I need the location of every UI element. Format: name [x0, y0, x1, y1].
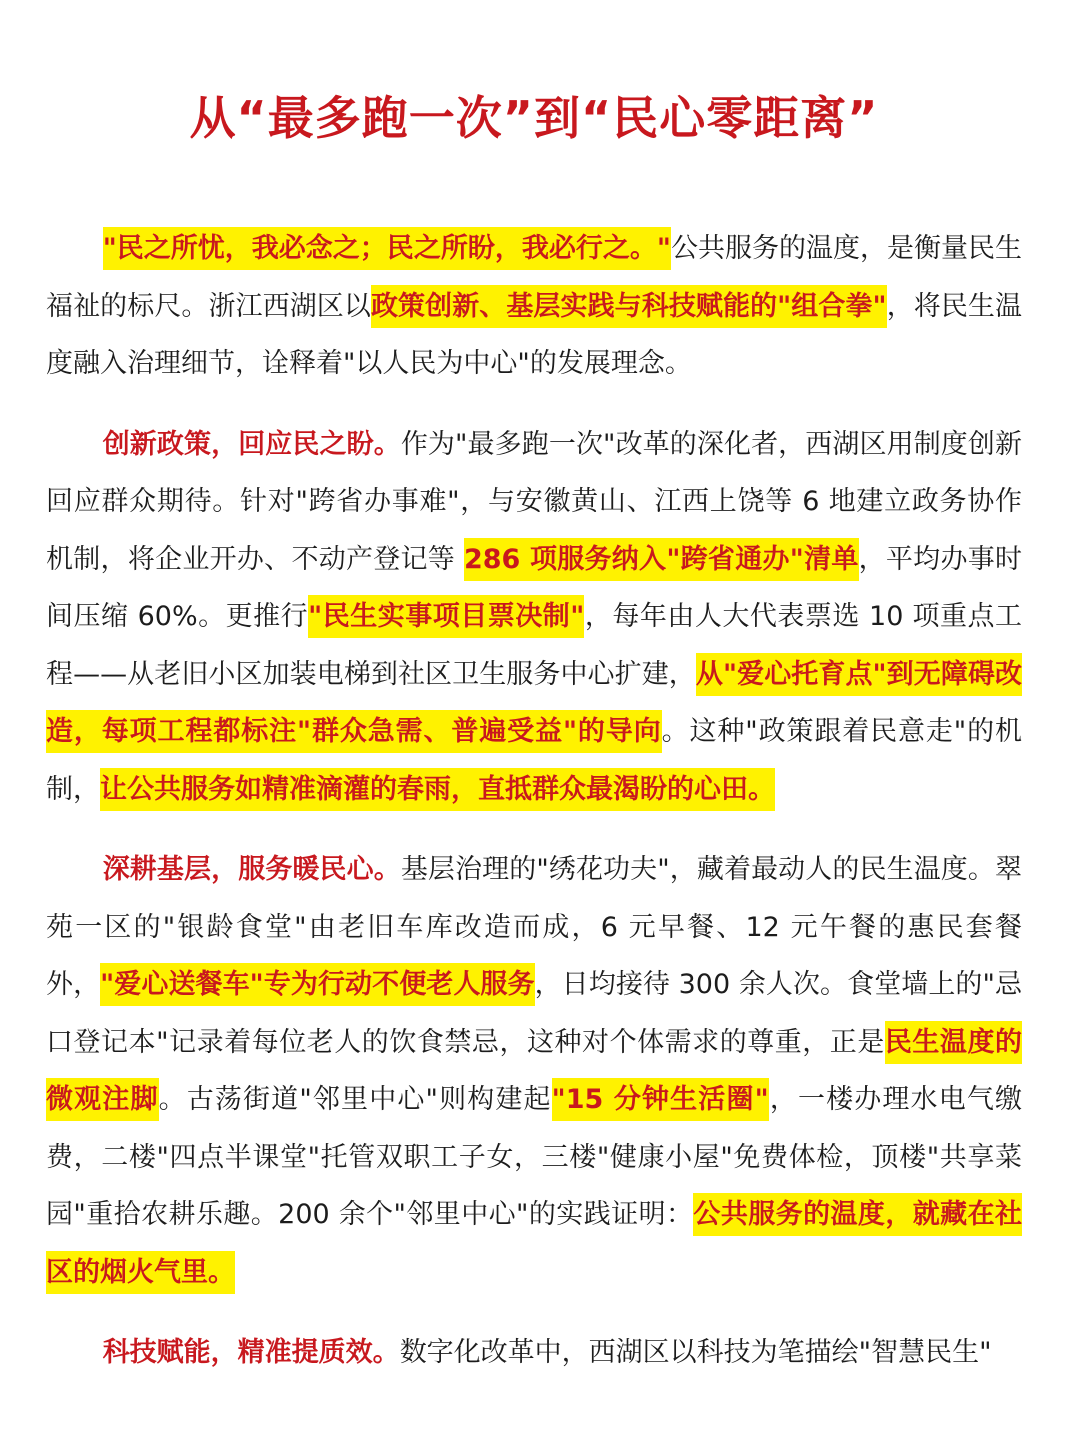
paragraph-policy	[46, 416, 1022, 819]
body-text: ，每年由人大代表票选 10 项重点工程——从老旧小区加装电梯到社区卫生服务中心扩建，	[46, 601, 1022, 690]
article-title: 从“最多跑一次”到“民心零距离”	[189, 91, 879, 145]
body-text: 。古荡街道"邻里中心"则构建起	[158, 1084, 552, 1115]
article-body	[46, 220, 1022, 1382]
body-text: ，将民生温度融入治理细节，诠释着"以人民为中心"的发展理念。	[46, 290, 1023, 379]
section-lead: 深耕基层，服务暖民心。	[102, 854, 401, 885]
body-text: 。这种"政策跟着民意走"的机制，	[46, 716, 1022, 805]
body-text: 公共服务的温度，是衡量民生福祉的标尺。浙江西湖区以	[46, 233, 1023, 322]
paragraph-tech	[46, 1324, 1022, 1382]
body-text: 基层治理的"绣花功夫"，藏着最动人的民生温度。翠苑一区的"银龄食堂"由老旧车库改造而成，6 元早餐、12 元午餐的惠民套餐外，	[46, 854, 1022, 1000]
body-text: ，一楼办理水电气缴费，二楼"四点半课堂"托管双职工子女，三楼"健康小屋"免费体检，顶楼"共享菜园"重拾农耕乐趣。200 余个"邻里中心"的实践证明：	[46, 1084, 1023, 1230]
section-lead: 创新政策，回应民之盼。	[102, 428, 401, 460]
body-text: ，平均办事时间压缩 60%。更推行	[46, 543, 1022, 632]
highlight-text: "民生实事项目票决制"	[308, 595, 584, 638]
highlight-text: 公共服务的温度，就藏在社区的烟火气里。	[46, 1193, 1022, 1294]
highlight-text: 政策创新、基层实践与科技赋能的"组合拳"	[371, 285, 887, 328]
highlight-text: "爱心送餐车"专为行动不便老人服务	[100, 963, 534, 1006]
highlight-text: 民生温度的微观注脚	[46, 1021, 1022, 1122]
body-text: 作为"最多跑一次"改革的深化者，西湖区用制度创新回应群众期待。针对"跨省办事难"，与安徽黄山、江西上饶等 6 地建立政务协作机制，将企业开办、不动产登记等	[46, 428, 1022, 575]
highlight-text: "民之所忧，我必念之；民之所盼，我必行之。"	[103, 227, 671, 270]
paragraph-grassroots	[46, 841, 1022, 1301]
highlight-text: 286 项服务纳入"跨省通办"清单	[464, 538, 859, 581]
section-lead: 科技赋能，精准提质效。	[102, 1337, 400, 1368]
highlight-text: 让公共服务如精准滴灌的春雨，直抵群众最渴盼的心田。	[100, 768, 775, 811]
body-text: 数字化改革中，西湖区以科技为笔描绘"智慧民生"	[399, 1337, 992, 1368]
body-text: ，日均接待 300 余人次。食堂墙上的"忌口登记本"记录着每位老人的饮食禁忌，这种对个体需求的尊重，正是	[46, 969, 1023, 1058]
highlight-text: 从"爱心托育点"到无障碍改造，每项工程都标注"群众急需、普遍受益"的导向	[46, 653, 1022, 754]
paragraph-intro	[46, 220, 1022, 393]
highlight-text: "15 分钟生活圈"	[552, 1078, 769, 1121]
